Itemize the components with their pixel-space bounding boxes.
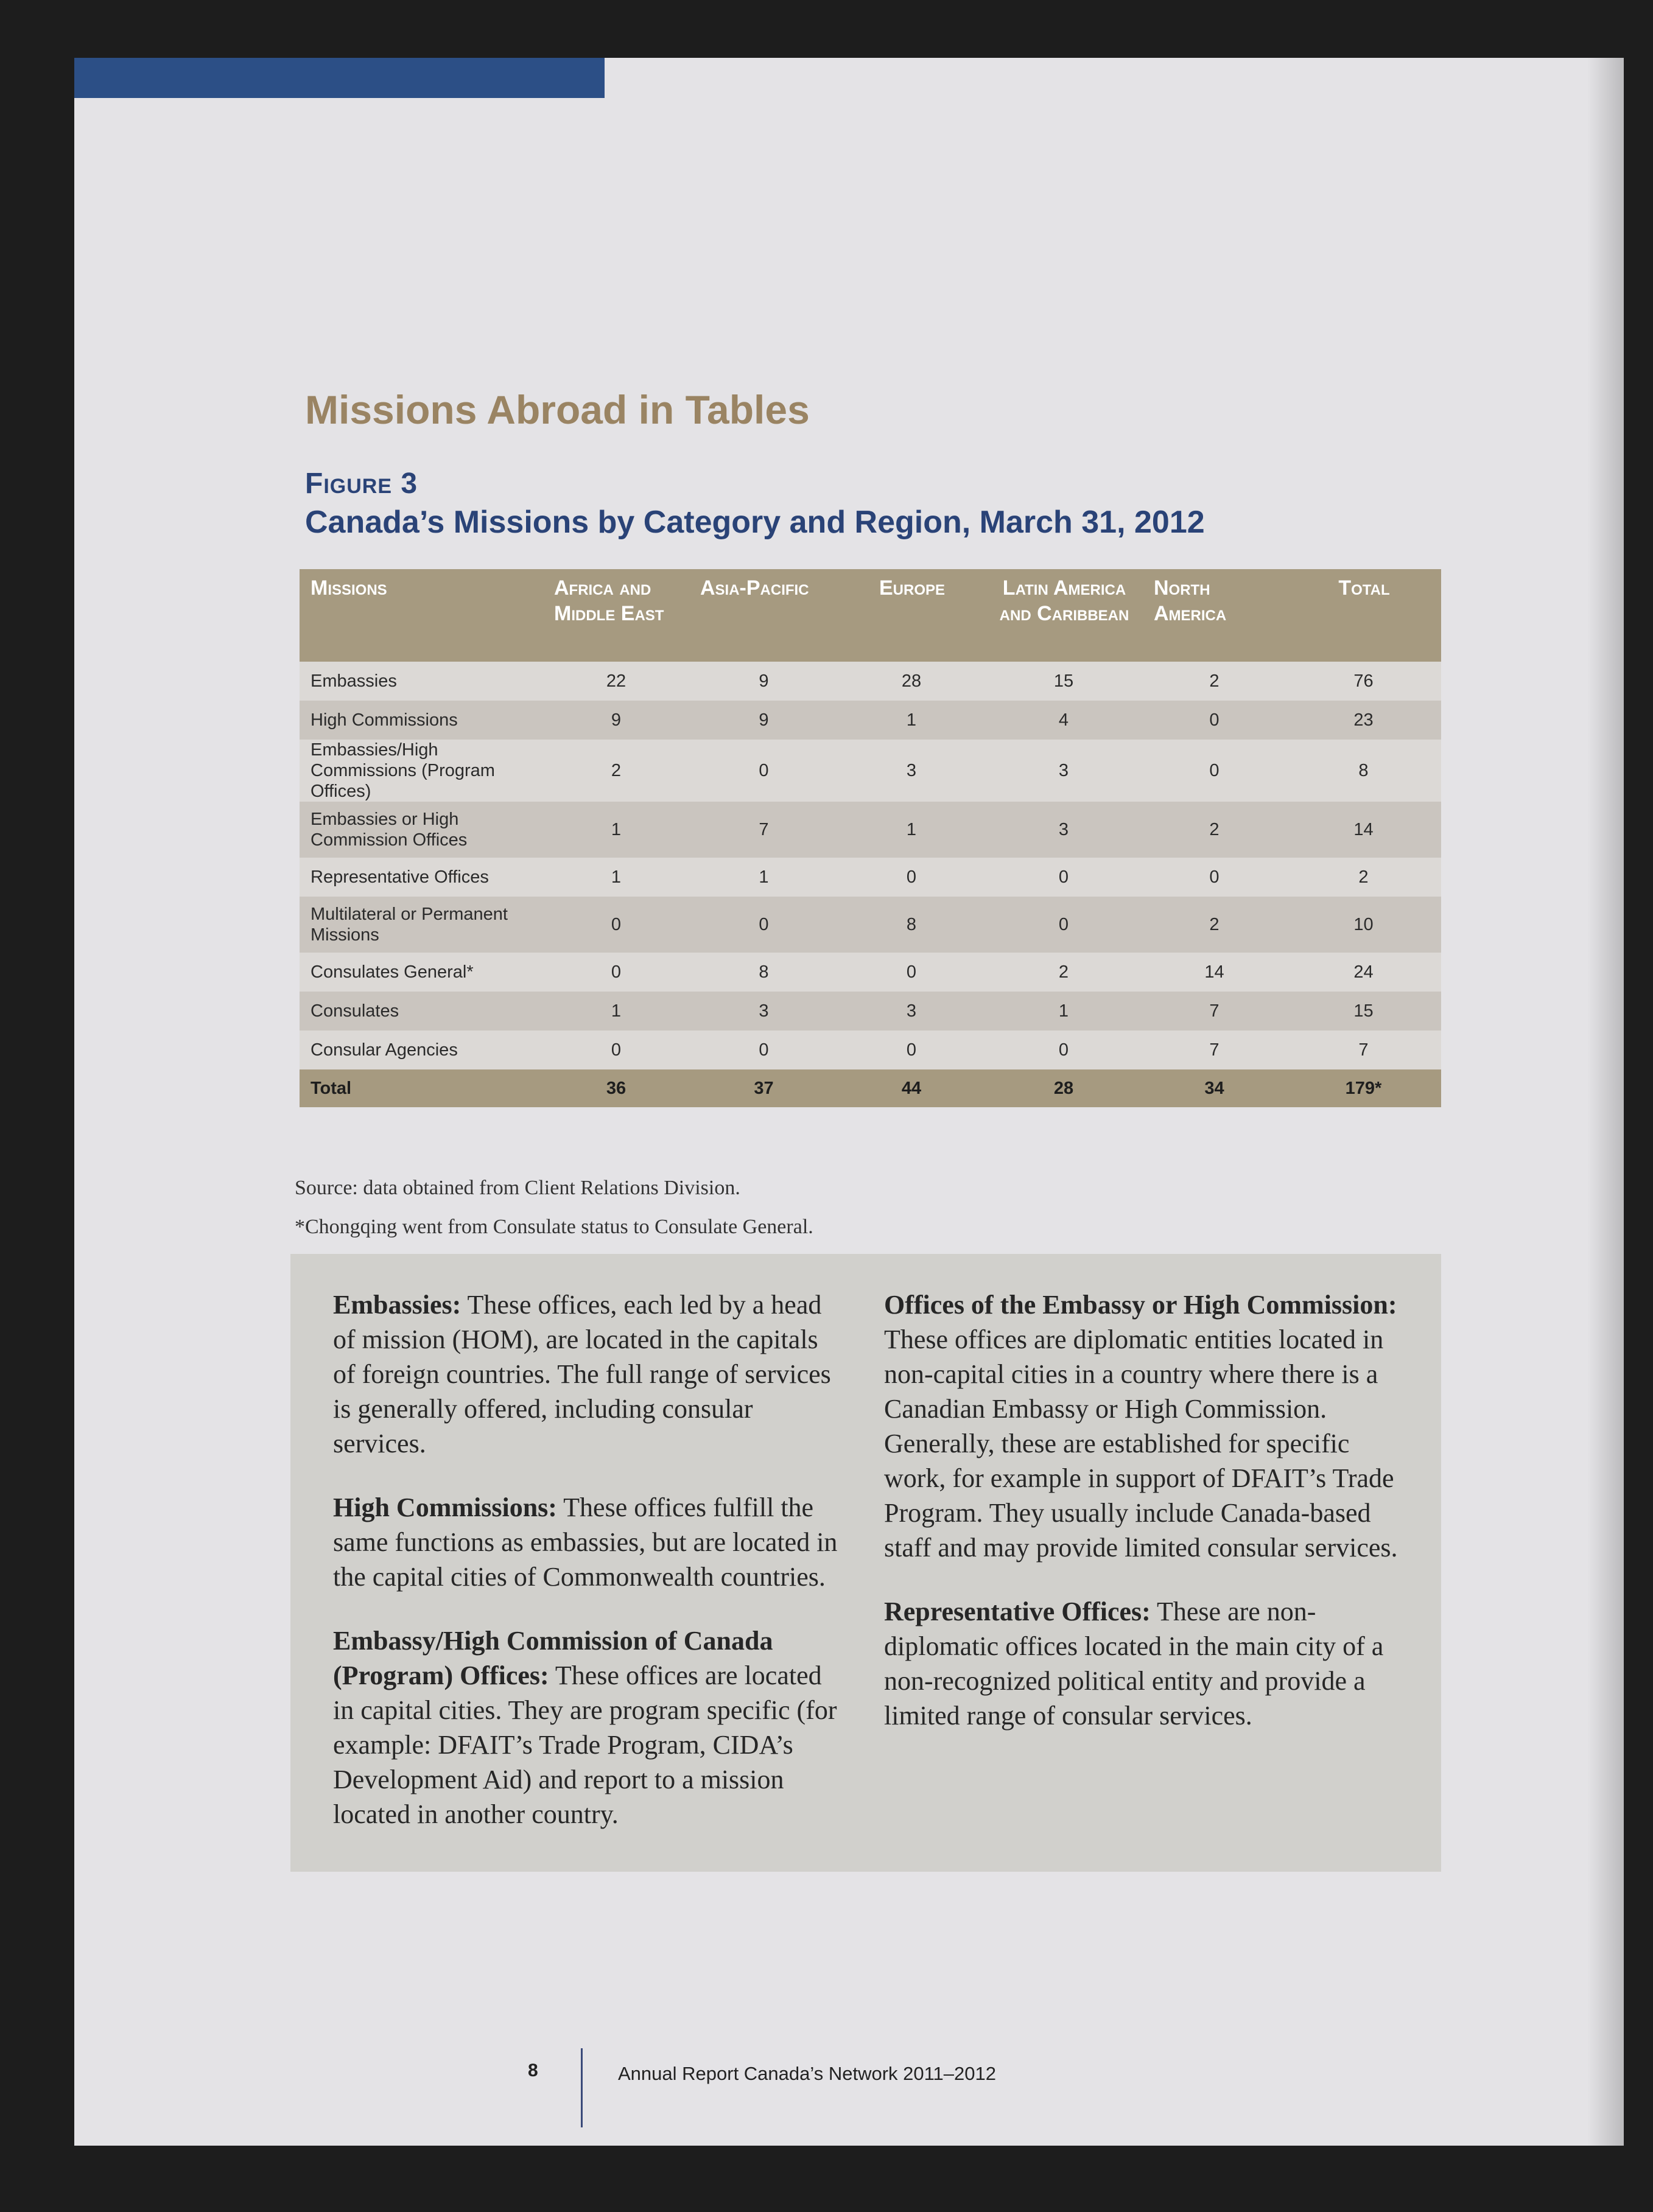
- figure-title: Canada’s Missions by Category and Region, March 31, 2012: [305, 505, 1205, 540]
- section-title: Missions Abroad in Tables: [305, 387, 810, 432]
- table-cell: 8: [689, 953, 838, 992]
- table-cell: 0: [838, 858, 984, 897]
- table-cell: 22: [543, 662, 689, 701]
- table-cell: 2: [1143, 662, 1286, 701]
- definition-text: These offices fulfill the same functions as embassies, but are located in the capital cities of Commonwealth countries.: [333, 1493, 838, 1592]
- definition-text: These offices, each led by a head of mission (HOM), are located in the capitals of foreign countries. The full range of services is generally offered, including consular services.: [333, 1290, 831, 1458]
- definition-text: These offices are diplomatic entities located in non-capital cities in a country where there is a Canadian Embassy or High Commission. Generally, these are established for specific work, for example in support of DFAIT’s Trade Program. They usually include Canada-based staff and may provide limited consular services.: [884, 1325, 1398, 1563]
- table-cell: 14: [1143, 953, 1286, 992]
- accent-bar: [74, 58, 605, 98]
- table-cell: 0: [543, 1031, 689, 1069]
- table-cell: 3: [689, 992, 838, 1031]
- row-label: Multilateral or Permanent Missions: [300, 897, 543, 953]
- table-cell: 4: [984, 701, 1143, 740]
- table-cell: 0: [1143, 740, 1286, 802]
- table-row: [300, 701, 1441, 740]
- table-cell: 1: [543, 858, 689, 897]
- document-page: [74, 58, 1624, 2146]
- table-cell: 3: [984, 802, 1143, 858]
- column-header: Total: [1286, 569, 1441, 662]
- total-cell: 37: [689, 1069, 838, 1107]
- definition-program-offices: [333, 1623, 844, 1832]
- row-label: Representative Offices: [300, 858, 543, 897]
- table-cell: 3: [838, 740, 984, 802]
- table-cell: 1: [838, 701, 984, 740]
- row-label: Consular Agencies: [300, 1031, 543, 1069]
- table-row: [300, 953, 1441, 992]
- table-cell: 3: [984, 740, 1143, 802]
- table-cell: 0: [838, 953, 984, 992]
- column-header: Asia-Pacific: [689, 569, 838, 662]
- table-cell: 23: [1286, 701, 1441, 740]
- column-header: Latin America and Caribbean: [984, 569, 1143, 662]
- table-cell: 15: [984, 662, 1143, 701]
- definition-high-commissions: [333, 1490, 844, 1594]
- footer-text: Annual Report Canada’s Network 2011–2012: [618, 2063, 996, 2084]
- table-cell: 9: [689, 662, 838, 701]
- table-row: [300, 1031, 1441, 1069]
- table-cell: 7: [1286, 1031, 1441, 1069]
- table-cell: 1: [689, 858, 838, 897]
- source-note: Source: data obtained from Client Relations Division.: [295, 1177, 740, 1199]
- total-cell: 179*: [1286, 1069, 1441, 1107]
- definitions-column-right: [884, 1287, 1408, 1762]
- table-cell: 15: [1286, 992, 1441, 1031]
- definitions-box: [290, 1254, 1441, 1872]
- row-label: Embassies or High Commission Offices: [300, 802, 543, 858]
- bleed-through-text: [1191, 390, 1526, 423]
- definition-term: Embassy/High Commission of Canada (Program) Offices:: [333, 1626, 773, 1690]
- table-row: [300, 740, 1441, 802]
- table-total-row: [300, 1069, 1441, 1107]
- definition-term: Offices of the Embassy or High Commission:: [884, 1290, 1397, 1320]
- table-cell: 7: [689, 802, 838, 858]
- table-cell: 0: [838, 1031, 984, 1069]
- table-cell: 24: [1286, 953, 1441, 992]
- table-cell: 9: [689, 701, 838, 740]
- table-row: [300, 802, 1441, 858]
- total-label: Total: [300, 1069, 543, 1107]
- table-cell: 14: [1286, 802, 1441, 858]
- table-cell: 10: [1286, 897, 1441, 953]
- table-cell: 1: [838, 802, 984, 858]
- table-cell: 1: [984, 992, 1143, 1031]
- column-header: North America: [1143, 569, 1286, 662]
- table-cell: 0: [543, 897, 689, 953]
- definition-term: Embassies:: [333, 1290, 462, 1320]
- column-header: Missions: [300, 569, 543, 662]
- definition-term: High Commissions:: [333, 1493, 557, 1522]
- total-cell: 36: [543, 1069, 689, 1107]
- table-cell: 0: [1143, 701, 1286, 740]
- definitions-column-left: [333, 1287, 844, 1861]
- table-cell: 0: [689, 1031, 838, 1069]
- table-cell: 0: [543, 953, 689, 992]
- definition-text: These offices are located in capital cities. They are program specific (for example: DFAIT’s Trade Program, CIDA’s Development Aid) and report to a mission located in another country.: [333, 1661, 837, 1829]
- table-cell: 0: [689, 897, 838, 953]
- row-label: Embassies/High Commissions (Program Offices): [300, 740, 543, 802]
- table-cell: 7: [1143, 992, 1286, 1031]
- row-label: Consulates General*: [300, 953, 543, 992]
- table-cell: 1: [543, 802, 689, 858]
- table-cell: 0: [984, 1031, 1143, 1069]
- table-cell: 0: [1143, 858, 1286, 897]
- page-gutter-shadow: [1587, 58, 1624, 2146]
- table-row: [300, 992, 1441, 1031]
- table-row: [300, 858, 1441, 897]
- row-label: High Commissions: [300, 701, 543, 740]
- table-header-row: [300, 569, 1441, 662]
- table-cell: 1: [543, 992, 689, 1031]
- table-row: [300, 662, 1441, 701]
- table-cell: 9: [543, 701, 689, 740]
- table-row: [300, 897, 1441, 953]
- missions-table: [300, 569, 1441, 1107]
- table-cell: 0: [984, 858, 1143, 897]
- total-cell: 34: [1143, 1069, 1286, 1107]
- row-label: Consulates: [300, 992, 543, 1031]
- table-cell: 8: [838, 897, 984, 953]
- table-cell: 0: [984, 897, 1143, 953]
- table-cell: 2: [984, 953, 1143, 992]
- table-cell: 76: [1286, 662, 1441, 701]
- footnote: *Chongqing went from Consulate status to Consulate General.: [295, 1216, 813, 1238]
- definition-representative-offices: [884, 1594, 1408, 1733]
- table-cell: 28: [838, 662, 984, 701]
- table-cell: 7: [1143, 1031, 1286, 1069]
- total-cell: 44: [838, 1069, 984, 1107]
- page-footer: [74, 2048, 1624, 2140]
- footer-divider: [581, 2048, 583, 2127]
- column-header: Europe: [838, 569, 984, 662]
- definition-text: These are non-diplomatic offices located in the main city of a non-recognized political entity and provide a limited range of consular services.: [884, 1597, 1384, 1731]
- table-cell: 2: [1286, 858, 1441, 897]
- total-cell: 28: [984, 1069, 1143, 1107]
- table-cell: 8: [1286, 740, 1441, 802]
- figure-label: Figure 3: [305, 467, 418, 500]
- definition-embassies: [333, 1287, 844, 1461]
- definition-offices-of-embassy: [884, 1287, 1408, 1565]
- column-header: Africa and Middle East: [543, 569, 689, 662]
- page-number: 8: [528, 2060, 538, 2081]
- row-label: Embassies: [300, 662, 543, 701]
- table-cell: 2: [1143, 802, 1286, 858]
- definition-term: Representative Offices:: [884, 1597, 1151, 1626]
- table-cell: 3: [838, 992, 984, 1031]
- table-cell: 0: [689, 740, 838, 802]
- table-cell: 2: [1143, 897, 1286, 953]
- table-cell: 2: [543, 740, 689, 802]
